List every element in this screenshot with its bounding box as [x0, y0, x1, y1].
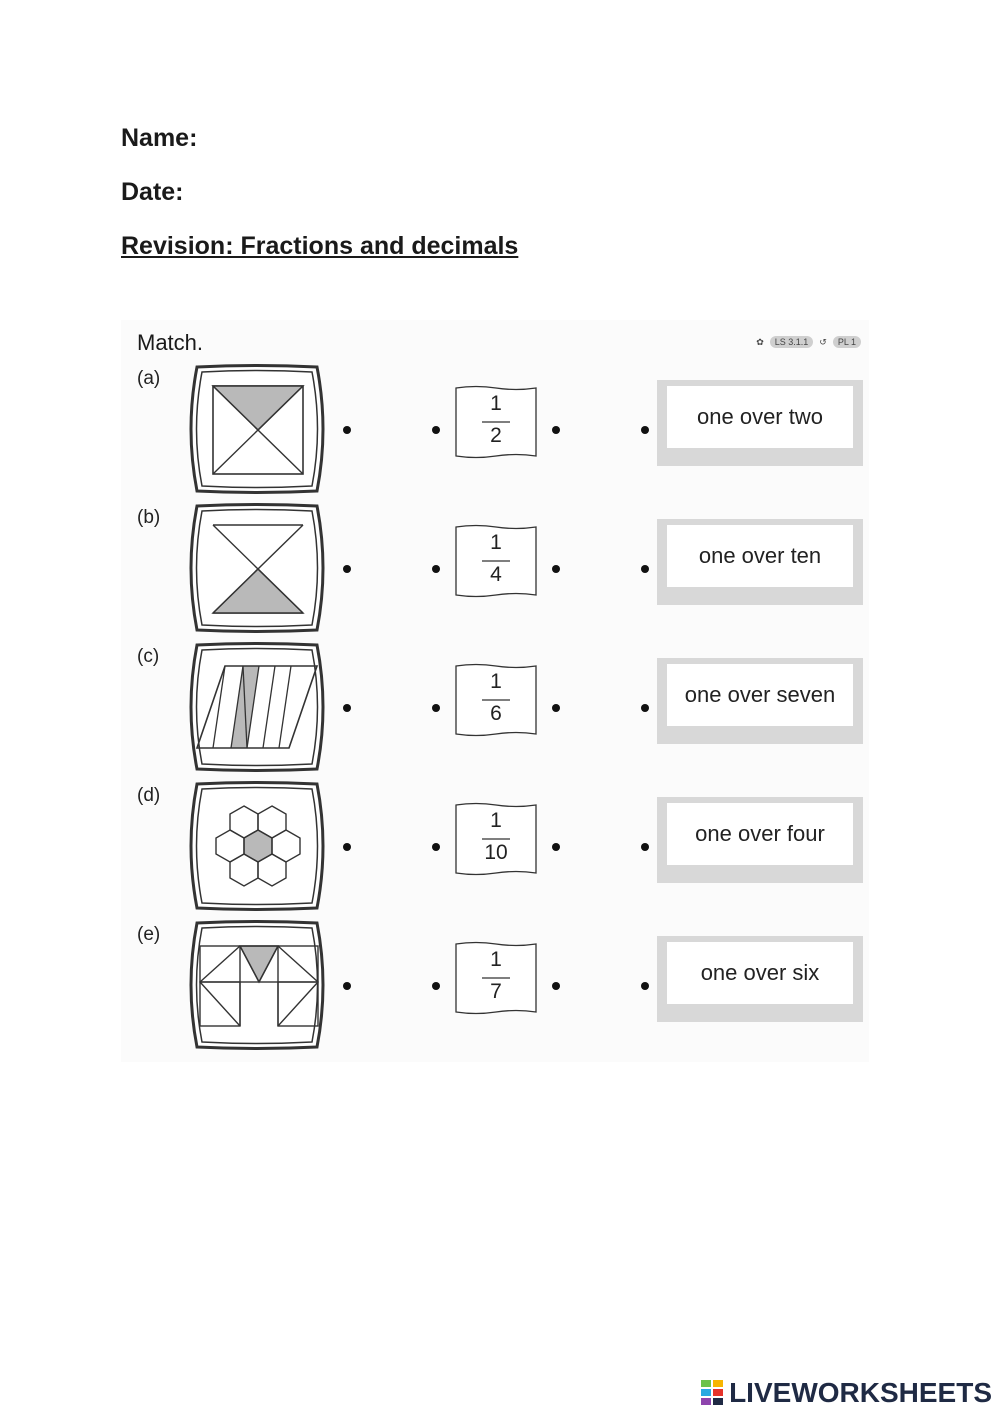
- word-text: one over seven: [667, 664, 853, 726]
- match-dot[interactable]: [641, 426, 649, 434]
- word-text: one over four: [667, 803, 853, 865]
- curriculum-codes: [756, 336, 861, 348]
- match-dot[interactable]: [552, 843, 560, 851]
- word-text: one over six: [667, 942, 853, 1004]
- match-row-d: [121, 781, 869, 911]
- row-label: (a): [137, 368, 161, 389]
- square-quarter-shaded-icon: [185, 364, 329, 494]
- match-dot[interactable]: [432, 426, 440, 434]
- fraction-card: [452, 940, 540, 1016]
- code-badge-2: PL 1: [833, 336, 861, 348]
- match-dot[interactable]: [641, 982, 649, 990]
- match-row-b: [121, 503, 869, 633]
- word-box: [657, 936, 863, 1022]
- fraction-card: [452, 801, 540, 877]
- match-row-c: [121, 642, 869, 772]
- match-row-e: [121, 920, 869, 1050]
- name-label: Name:: [121, 124, 198, 152]
- fraction-card: [452, 384, 540, 460]
- match-dot[interactable]: [343, 982, 351, 990]
- matching-exercise: [121, 320, 869, 1062]
- match-dot[interactable]: [432, 843, 440, 851]
- row-label: (c): [137, 646, 160, 667]
- match-dot[interactable]: [432, 982, 440, 990]
- fraction-numerator: 1: [490, 392, 502, 415]
- arrow-icon: ↺: [819, 336, 827, 347]
- fraction-denominator: 7: [490, 980, 502, 1003]
- match-dot[interactable]: [552, 426, 560, 434]
- fraction-numerator: 1: [490, 809, 502, 832]
- row-label: (d): [137, 785, 161, 806]
- triangles-tenth-shaded-icon: [185, 920, 329, 1050]
- match-dot[interactable]: [343, 843, 351, 851]
- word-box: [657, 380, 863, 466]
- page-title: Revision: Fractions and decimals: [121, 232, 519, 260]
- fraction-denominator: 4: [490, 563, 502, 586]
- word-box: [657, 519, 863, 605]
- fraction-card: [452, 523, 540, 599]
- match-dot[interactable]: [343, 426, 351, 434]
- match-dot[interactable]: [432, 565, 440, 573]
- match-dot[interactable]: [552, 982, 560, 990]
- fraction-numerator: 1: [490, 670, 502, 693]
- logo-text: LIVEWORKSHEETS: [729, 1377, 992, 1408]
- hourglass-quarter-shaded-icon: [185, 503, 329, 633]
- fraction-numerator: 1: [490, 531, 502, 554]
- match-dot[interactable]: [432, 704, 440, 712]
- fraction-card: [452, 662, 540, 738]
- match-dot[interactable]: [552, 704, 560, 712]
- star-icon: ✿: [756, 336, 764, 347]
- fraction-denominator: 6: [490, 702, 502, 725]
- match-dot[interactable]: [641, 565, 649, 573]
- fraction-numerator: 1: [490, 948, 502, 971]
- word-box: [657, 658, 863, 744]
- match-dot[interactable]: [552, 565, 560, 573]
- date-label: Date:: [121, 178, 184, 206]
- row-label: (b): [137, 507, 161, 528]
- fraction-denominator: 10: [484, 841, 508, 864]
- word-text: one over ten: [667, 525, 853, 587]
- code-badge-1: LS 3.1.1: [770, 336, 814, 348]
- row-label: (e): [137, 924, 161, 945]
- match-row-a: [121, 364, 869, 494]
- word-box: [657, 797, 863, 883]
- match-dot[interactable]: [641, 704, 649, 712]
- logo-icon: [701, 1380, 725, 1406]
- liveworksheets-logo[interactable]: [701, 1377, 992, 1409]
- fraction-denominator: 2: [490, 424, 502, 447]
- match-dot[interactable]: [343, 704, 351, 712]
- word-text: one over two: [667, 386, 853, 448]
- instruction: Match.: [137, 330, 204, 355]
- hexagon-seventh-shaded-icon: [185, 781, 329, 911]
- match-dot[interactable]: [641, 843, 649, 851]
- parallelogram-sixth-shaded-icon: [185, 642, 329, 772]
- match-dot[interactable]: [343, 565, 351, 573]
